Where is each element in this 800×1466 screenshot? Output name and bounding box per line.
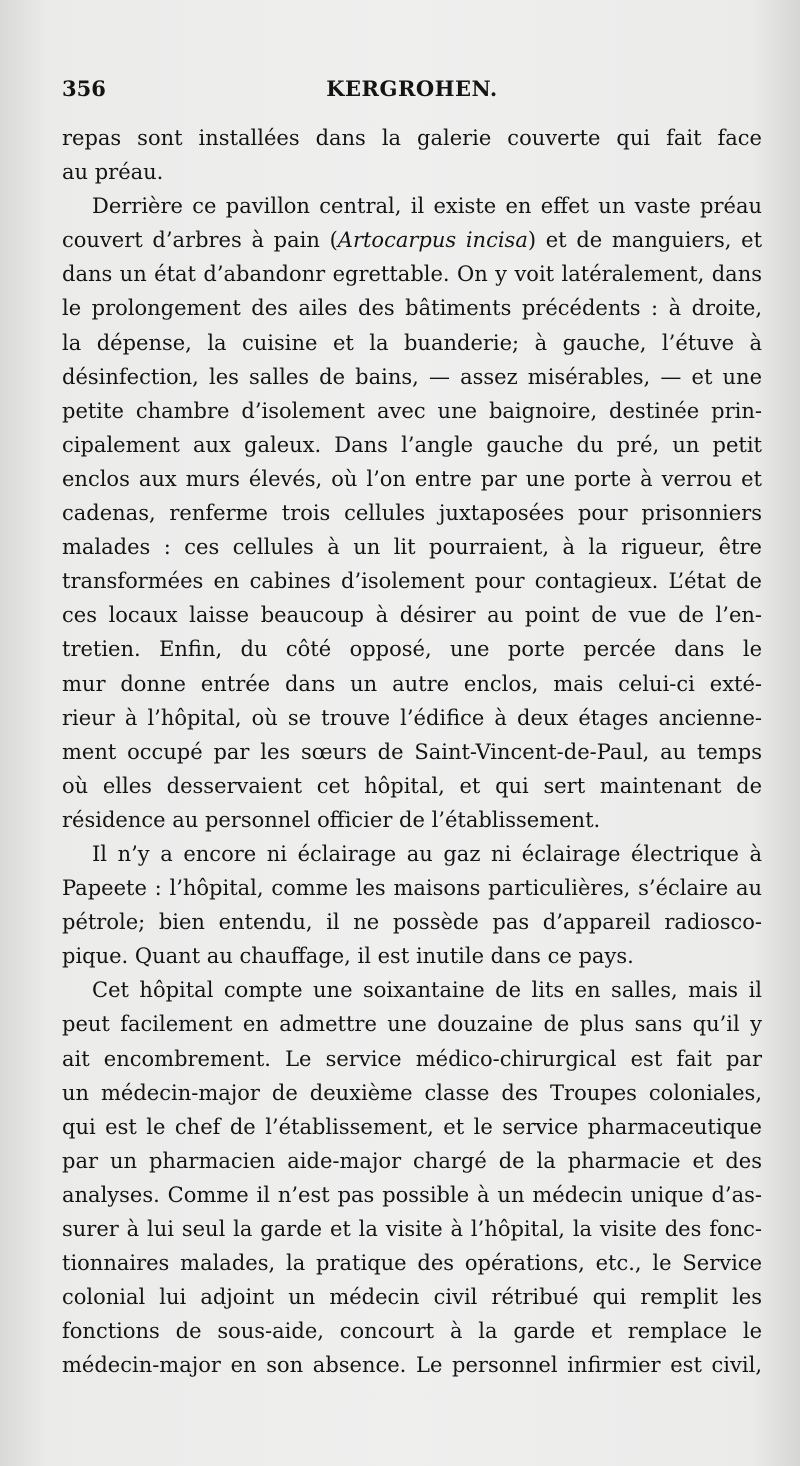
text-line: la dépense, la cuisine et la buanderie; à gauche, l’étuve à [62,330,762,355]
text-line: couvert d’arbres à pain (Artocarpus incisa) et de manguiers, et [62,228,762,253]
text-line: résidence au personnel officier de l’établissement. [62,807,601,832]
running-title: KERGROHEN. [326,76,498,101]
text-line: dans un état d’abandonr egrettable. On y voit latéralement, dans [62,262,762,287]
text-line: Papeete : l’hôpital, comme les maisons particulières, s’éclaire au [62,876,762,901]
text-line: analyses. Comme il n’est pas possible à un médecin unique d’as- [62,1182,762,1207]
text-line: cadenas, renferme trois cellules juxtaposées pour prisonniers [62,501,762,526]
text-line: colonial lui adjoint un médecin civil rétribué qui remplit les [62,1285,762,1310]
text-line: Cet hôpital compte une soixantaine de lits en salles, mais il [92,978,762,1003]
text-line: ces locaux laisse beaucoup à désirer au point de vue de l’en- [62,603,762,628]
text-line: qui est le chef de l’établissement, et le service pharmaceutique [62,1114,762,1139]
text-line: cipalement aux galeux. Dans l’angle gauche du pré, un petit [62,432,762,457]
text-line: mur donne entrée dans un autre enclos, mais celui-ci exté- [62,671,762,696]
text-line: malades : ces cellules à un lit pourraient, à la rigueur, être [62,535,762,560]
text-line: pétrole; bien entendu, il ne possède pas d’appareil radiosco- [62,910,762,935]
text-line: le prolongement des ailes des bâtiments précédents : à droite, [62,296,762,321]
text-line: repas sont installées dans la galerie couverte qui fait face [62,126,762,150]
text-line: rieur à l’hôpital, où se trouve l’édifice à deux étages ancienne- [62,705,762,730]
page-number: 356 [62,76,106,101]
text-line: pique. Quant au chauffage, il est inutile dans ce pays. [62,944,634,969]
text-line: fonctions de sous-aide, concourt à la garde et remplace le [62,1319,762,1344]
text-line: tretien. Enfin, du côté opposé, une porte percée dans le [62,637,762,662]
text-line: ait encombrement. Le service médico-chirurgical est fait par [62,1046,762,1071]
page-header [62,76,762,110]
text-line: transformées en cabines d’isolement pour contagieux. L’état de [62,569,762,594]
text-line: un médecin-major de deuxième classe des Troupes coloniales, [62,1080,762,1105]
text-line: enclos aux murs élevés, où l’on entre par une porte à verrou et [62,466,762,491]
text-line: au préau. [62,160,164,185]
text-line: ment occupé par les sœurs de Saint-Vincent-de-Paul, au temps [62,739,762,764]
body-text [62,121,762,1382]
text-line: peut facilement en admettre une douzaine de plus sans qu’il y [62,1012,762,1037]
text-line: tionnaires malades, la pratique des opérations, etc., le Service [62,1251,762,1276]
text-line: Il n’y a encore ni éclairage au gaz ni éclairage électrique à [92,841,762,866]
text-line: petite chambre d’isolement avec une baignoire, destinée prin- [62,398,762,423]
text-line: désinfection, les salles de bains, — assez misérables, — et une [62,364,762,389]
latin-name: Artocarpus incisa [337,228,528,253]
text-line: médecin-major en son absence. Le personnel infirmier est civil, [62,1353,762,1378]
text-line: surer à lui seul la garde et la visite à l’hôpital, la visite des fonc- [62,1217,762,1241]
text-line: Derrière ce pavillon central, il existe en effet un vaste préau [92,194,762,219]
text-line: où elles desservaient cet hôpital, et qui sert maintenant de [62,773,762,798]
text-line: par un pharmacien aide-major chargé de la pharmacie et des [62,1148,762,1173]
